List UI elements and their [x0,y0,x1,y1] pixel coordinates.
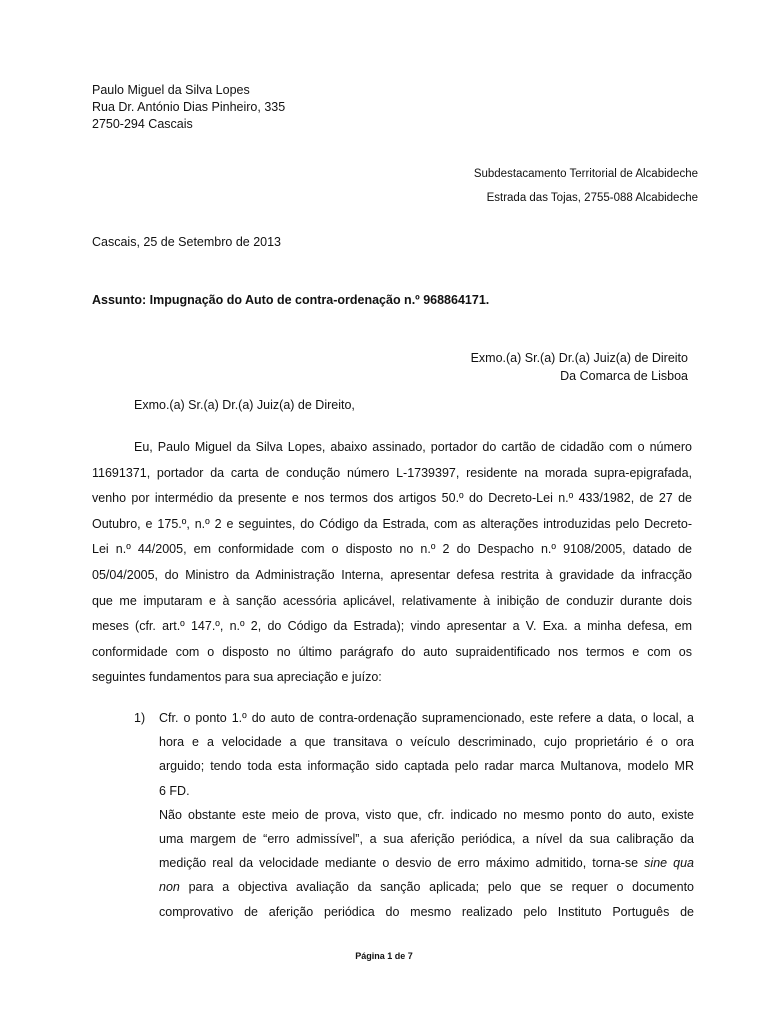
intro-line: Eu, Paulo Miguel da Silva Lopes, abaixo assinado, portador do cartão de cidadão com o número [134,440,692,454]
list-item-line: 6 FD. [159,783,190,798]
sender-street: Rua Dr. António Dias Pinheiro, 335 [92,100,286,114]
sender-name: Paulo Miguel da Silva Lopes [92,83,250,97]
list-item-number: 1) [134,711,146,725]
latin-phrase-part-1: sine qua [644,856,694,871]
page-number: Página 1 de 7 [355,951,413,961]
list-item-line: hora e a velocidade a que transitava o veículo descriminado, cujo proprietário é o ora [159,735,694,750]
recipient-line-1: Subdestacamento Territorial de Alcabideche [473,168,698,180]
list-item-line: Não obstante este meio de prova, visto que, cfr. indicado no mesmo ponto do auto, existe [159,807,694,822]
list-item-text: medição real da velocidade mediante o desvio de erro máximo admitido, torna-se [159,856,639,871]
latin-phrase-part-2: non [159,880,180,895]
addressee-line-1: Exmo.(a) Sr.(a) Dr.(a) Juiz(a) de Direito [470,351,688,365]
sender-postal: 2750-294 Cascais [92,117,193,131]
salutation: Exmo.(a) Sr.(a) Dr.(a) Juiz(a) de Direito, [134,398,355,412]
intro-line: 11691371, portador da carta de condução número L-1739397, residente na morada supra-epigrafada, [92,465,692,480]
intro-line: seguintes fundamentos para sua apreciação e juízo: [92,670,382,685]
intro-line: venho por intermédio da presente e nos termos dos artigos 50.º do Decreto-Lei n.º 433/1982, de 27 de [92,491,692,506]
subject-line: Assunto: Impugnação do Auto de contra-ordenação n.º 968864171. [92,293,490,307]
recipient-address [474,162,698,210]
intro-line: 05/04/2005, do Ministro da Administração Interna, apresentar defesa restrita à gravidade da infracção [92,567,692,582]
intro-line: conformidade com o disposto no último parágrafo do auto supraidentificado nos termos e com os [92,644,692,659]
date-line: Cascais, 25 de Setembro de 2013 [92,235,282,249]
list-item-line: comprovativo de aferição periódica do mesmo realizado pelo Instituto Português de [159,904,694,919]
list-item-text: para a objectiva avaliação da sanção aplicada; pelo que se requer o documento [179,880,694,895]
list-item-line: uma margem de “erro admissível”, a sua aferição periódica, a nível da sua calibração da [159,832,694,847]
list-item-line-mixed [159,875,694,899]
intro-paragraph [92,435,692,691]
sender-address [92,82,285,133]
addressee [471,349,688,385]
addressee-line-2: Da Comarca de Lisboa [560,369,688,383]
intro-line: meses (cfr. art.º 147.º, n.º 2, do Código da Estrada); vindo apresentar a V. Exa. a minha defesa, em [92,619,692,634]
intro-line: Outubro, e 175.º, n.º 2 e seguintes, do Código da Estrada, com as alterações introduzidas pelo Decreto- [92,516,692,531]
recipient-line-2: Estrada das Tojas, 2755-088 Alcabideche [486,192,698,204]
list-item-line: Cfr. o ponto 1.º do auto de contra-ordenação supramencionado, este refere a data, o local, a [159,711,694,725]
list-item-body [159,706,694,924]
intro-line: Lei n.º 44/2005, em conformidade com o disposto no n.º 2 do Despacho n.º 9108/2005, datado de [92,542,692,557]
list-item-line-mixed [159,851,694,875]
intro-line: que me imputaram e à sanção acessória aplicável, relativamente à inibição de conduzir durante dois [92,593,692,608]
list-item-line: arguido; tendo toda esta informação sido captada pelo radar marca Multanova, modelo MR [159,759,694,774]
